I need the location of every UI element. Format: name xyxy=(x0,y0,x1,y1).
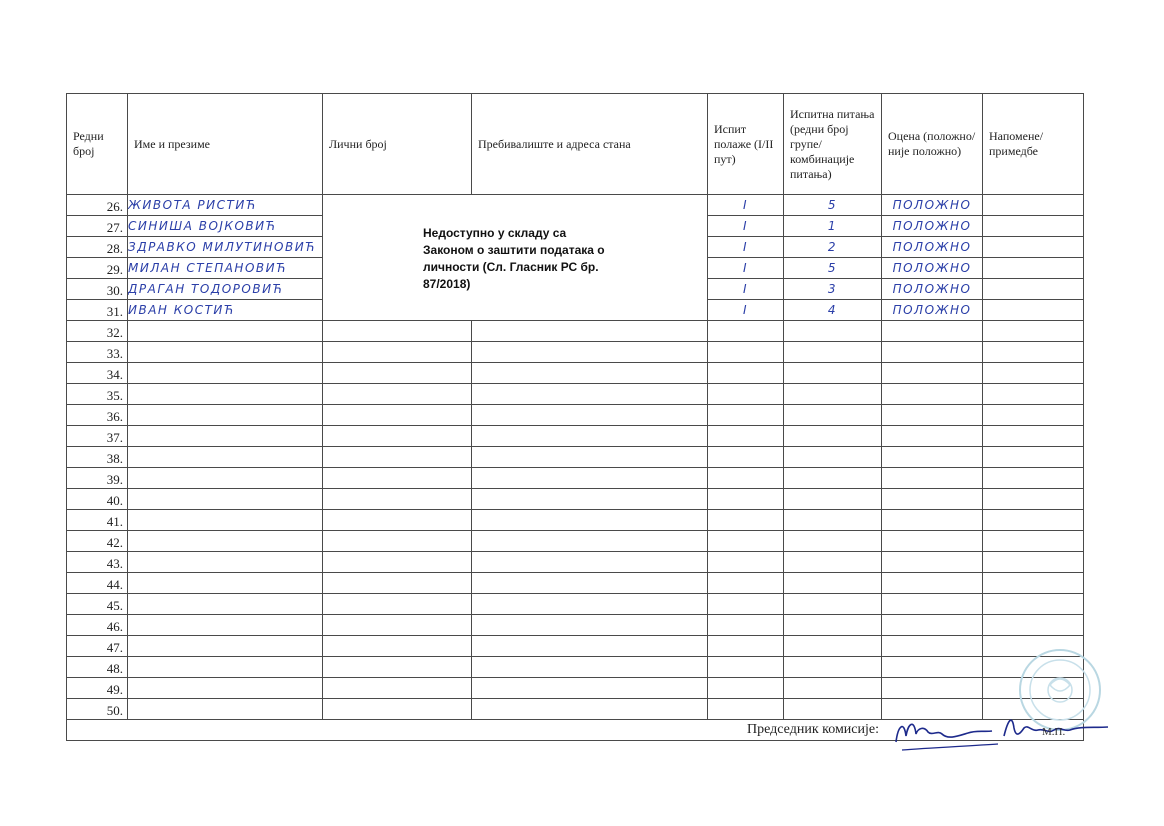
row-number: 43. xyxy=(67,552,128,573)
row-number: 42. xyxy=(67,531,128,552)
row-address xyxy=(472,447,708,468)
row-attempt xyxy=(708,594,784,615)
table-row xyxy=(67,552,1084,573)
row-address xyxy=(472,426,708,447)
table-row xyxy=(67,405,1084,426)
table-row xyxy=(67,615,1084,636)
row-id xyxy=(323,657,472,678)
row-grade xyxy=(882,426,983,447)
row-number: 29. xyxy=(67,258,128,279)
row-notes xyxy=(983,216,1084,237)
table-row xyxy=(67,636,1084,657)
row-id xyxy=(323,468,472,489)
table-body xyxy=(67,195,1084,720)
row-number: 45. xyxy=(67,594,128,615)
row-notes xyxy=(983,384,1084,405)
row-address xyxy=(472,531,708,552)
redaction-note: Недоступно у складу са Законом о заштити података о личности (Сл. Гласник РС бр. 87/2018) xyxy=(423,226,605,291)
row-grade xyxy=(882,594,983,615)
row-attempt xyxy=(708,384,784,405)
row-number: 40. xyxy=(67,489,128,510)
row-notes xyxy=(983,510,1084,531)
row-grade xyxy=(882,447,983,468)
row-number: 48. xyxy=(67,657,128,678)
row-name xyxy=(128,489,323,510)
header-questions: Испитна питања (редни број групе/ комбинације питања) xyxy=(784,94,882,195)
row-attempt xyxy=(708,573,784,594)
row-id xyxy=(323,594,472,615)
table-row xyxy=(67,195,1084,216)
row-grade xyxy=(882,489,983,510)
row-attempt xyxy=(708,615,784,636)
row-grade: ПОЛОЖНО xyxy=(882,195,983,216)
row-notes xyxy=(983,447,1084,468)
row-attempt xyxy=(708,552,784,573)
table-row xyxy=(67,531,1084,552)
row-id xyxy=(323,699,472,720)
row-id xyxy=(323,405,472,426)
row-name: МИЛАН СТЕПАНОВИЋ xyxy=(128,258,323,279)
row-address xyxy=(472,552,708,573)
row-notes xyxy=(983,363,1084,384)
row-address xyxy=(472,405,708,426)
row-name xyxy=(128,342,323,363)
row-attempt xyxy=(708,657,784,678)
row-question xyxy=(784,426,882,447)
row-name xyxy=(128,510,323,531)
table-row xyxy=(67,489,1084,510)
row-name: ДРАГАН ТОДОРОВИЋ xyxy=(128,279,323,300)
row-id xyxy=(323,636,472,657)
row-number: 44. xyxy=(67,573,128,594)
row-notes xyxy=(983,489,1084,510)
row-question xyxy=(784,594,882,615)
row-attempt xyxy=(708,363,784,384)
row-id xyxy=(323,573,472,594)
row-question xyxy=(784,678,882,699)
header-notes: Напомене/ примедбе xyxy=(983,94,1084,195)
row-id xyxy=(323,384,472,405)
table-row xyxy=(67,363,1084,384)
row-id xyxy=(323,426,472,447)
row-number: 41. xyxy=(67,510,128,531)
table-row xyxy=(67,384,1084,405)
row-address xyxy=(472,636,708,657)
row-attempt: I xyxy=(708,300,784,321)
row-notes xyxy=(983,426,1084,447)
row-grade xyxy=(882,321,983,342)
row-attempt xyxy=(708,426,784,447)
row-name: ЗДРАВКО МИЛУТИНОВИЋ xyxy=(128,237,323,258)
row-grade xyxy=(882,468,983,489)
row-notes xyxy=(983,594,1084,615)
row-grade: ПОЛОЖНО xyxy=(882,216,983,237)
row-question xyxy=(784,699,882,720)
row-grade xyxy=(882,552,983,573)
row-question xyxy=(784,321,882,342)
row-question xyxy=(784,615,882,636)
row-question: 5 xyxy=(784,195,882,216)
header-address: Пребивалиште и адреса стана xyxy=(472,94,708,195)
row-attempt xyxy=(708,636,784,657)
row-question xyxy=(784,384,882,405)
row-address xyxy=(472,594,708,615)
row-name xyxy=(128,615,323,636)
header-grade: Оцена (положно/ није положно) xyxy=(882,94,983,195)
row-name xyxy=(128,573,323,594)
row-name xyxy=(128,447,323,468)
row-name xyxy=(128,468,323,489)
row-notes xyxy=(983,321,1084,342)
row-attempt: I xyxy=(708,216,784,237)
row-attempt: I xyxy=(708,237,784,258)
table-row xyxy=(67,321,1084,342)
row-question: 1 xyxy=(784,216,882,237)
row-notes xyxy=(983,573,1084,594)
table-row xyxy=(67,447,1084,468)
row-address xyxy=(472,489,708,510)
row-id xyxy=(323,678,472,699)
row-notes xyxy=(983,195,1084,216)
row-address xyxy=(472,510,708,531)
row-attempt: I xyxy=(708,279,784,300)
row-number: 35. xyxy=(67,384,128,405)
row-number: 49. xyxy=(67,678,128,699)
redaction-block xyxy=(323,195,708,321)
row-grade xyxy=(882,573,983,594)
row-number: 30. xyxy=(67,279,128,300)
row-address xyxy=(472,363,708,384)
row-name xyxy=(128,699,323,720)
row-number: 46. xyxy=(67,615,128,636)
row-notes xyxy=(983,615,1084,636)
row-name xyxy=(128,531,323,552)
row-notes xyxy=(983,552,1084,573)
row-grade xyxy=(882,678,983,699)
row-grade: ПОЛОЖНО xyxy=(882,279,983,300)
row-question xyxy=(784,468,882,489)
row-name xyxy=(128,678,323,699)
row-notes xyxy=(983,258,1084,279)
row-attempt xyxy=(708,678,784,699)
row-question xyxy=(784,573,882,594)
row-notes xyxy=(983,468,1084,489)
row-number: 38. xyxy=(67,447,128,468)
row-grade xyxy=(882,510,983,531)
row-grade xyxy=(882,531,983,552)
row-address xyxy=(472,573,708,594)
row-question xyxy=(784,405,882,426)
row-id xyxy=(323,510,472,531)
row-name xyxy=(128,636,323,657)
row-address xyxy=(472,615,708,636)
row-question xyxy=(784,447,882,468)
table-row xyxy=(67,468,1084,489)
row-grade: ПОЛОЖНО xyxy=(882,237,983,258)
row-address xyxy=(472,657,708,678)
row-name xyxy=(128,426,323,447)
row-id xyxy=(323,321,472,342)
table-row xyxy=(67,426,1084,447)
row-notes xyxy=(983,279,1084,300)
row-grade xyxy=(882,615,983,636)
row-name xyxy=(128,657,323,678)
row-id xyxy=(323,342,472,363)
row-address xyxy=(472,321,708,342)
row-grade: ПОЛОЖНО xyxy=(882,258,983,279)
row-number: 33. xyxy=(67,342,128,363)
row-name xyxy=(128,594,323,615)
row-id xyxy=(323,363,472,384)
header-no: Редни број xyxy=(67,94,128,195)
row-id xyxy=(323,489,472,510)
row-number: 37. xyxy=(67,426,128,447)
row-question: 2 xyxy=(784,237,882,258)
table-row xyxy=(67,678,1084,699)
row-attempt xyxy=(708,342,784,363)
header-row xyxy=(67,94,1084,195)
row-notes xyxy=(983,300,1084,321)
row-attempt xyxy=(708,510,784,531)
row-grade xyxy=(882,405,983,426)
row-number: 31. xyxy=(67,300,128,321)
row-number: 50. xyxy=(67,699,128,720)
row-question xyxy=(784,510,882,531)
exam-register-table xyxy=(66,93,1084,741)
row-question: 5 xyxy=(784,258,882,279)
row-attempt: I xyxy=(708,195,784,216)
row-name: ИВАН КОСТИЋ xyxy=(128,300,323,321)
row-attempt xyxy=(708,699,784,720)
row-question: 3 xyxy=(784,279,882,300)
row-number: 32. xyxy=(67,321,128,342)
row-question xyxy=(784,342,882,363)
row-attempt xyxy=(708,447,784,468)
row-grade xyxy=(882,636,983,657)
row-id xyxy=(323,552,472,573)
row-address xyxy=(472,678,708,699)
chairman-label: Председник комисије: xyxy=(67,720,1084,741)
row-attempt xyxy=(708,321,784,342)
stamp-placeholder-label: М.П. xyxy=(1042,726,1066,738)
row-question xyxy=(784,657,882,678)
row-number: 28. xyxy=(67,237,128,258)
row-grade xyxy=(882,384,983,405)
table-row xyxy=(67,342,1084,363)
row-name xyxy=(128,405,323,426)
row-notes xyxy=(983,237,1084,258)
table-row xyxy=(67,510,1084,531)
row-notes xyxy=(983,405,1084,426)
row-number: 39. xyxy=(67,468,128,489)
row-question: 4 xyxy=(784,300,882,321)
row-number: 27. xyxy=(67,216,128,237)
row-question xyxy=(784,531,882,552)
row-grade xyxy=(882,363,983,384)
row-number: 34. xyxy=(67,363,128,384)
row-number: 36. xyxy=(67,405,128,426)
row-notes xyxy=(983,531,1084,552)
row-name: СИНИША ВОЈКОВИЋ xyxy=(128,216,323,237)
row-notes xyxy=(983,342,1084,363)
row-id xyxy=(323,615,472,636)
row-name: ЖИВОТА РИСТИЋ xyxy=(128,195,323,216)
row-number: 47. xyxy=(67,636,128,657)
row-address xyxy=(472,384,708,405)
row-attempt: I xyxy=(708,258,784,279)
row-address xyxy=(472,699,708,720)
row-attempt xyxy=(708,468,784,489)
table-row xyxy=(67,594,1084,615)
row-name xyxy=(128,363,323,384)
signature-icon xyxy=(888,706,1113,756)
row-question xyxy=(784,636,882,657)
row-name xyxy=(128,384,323,405)
header-name: Име и презиме xyxy=(128,94,323,195)
row-question xyxy=(784,363,882,384)
row-address xyxy=(472,342,708,363)
table-row xyxy=(67,657,1084,678)
row-name xyxy=(128,321,323,342)
row-id xyxy=(323,447,472,468)
table-row xyxy=(67,573,1084,594)
row-grade xyxy=(882,657,983,678)
row-grade xyxy=(882,342,983,363)
row-question xyxy=(784,489,882,510)
header-id: Лични број xyxy=(323,94,472,195)
row-question xyxy=(784,552,882,573)
header-attempt: Испит полаже (I/II пут) xyxy=(708,94,784,195)
row-attempt xyxy=(708,489,784,510)
row-grade: ПОЛОЖНО xyxy=(882,300,983,321)
row-attempt xyxy=(708,531,784,552)
row-address xyxy=(472,468,708,489)
row-id xyxy=(323,531,472,552)
row-name xyxy=(128,552,323,573)
row-attempt xyxy=(708,405,784,426)
row-number: 26. xyxy=(67,195,128,216)
